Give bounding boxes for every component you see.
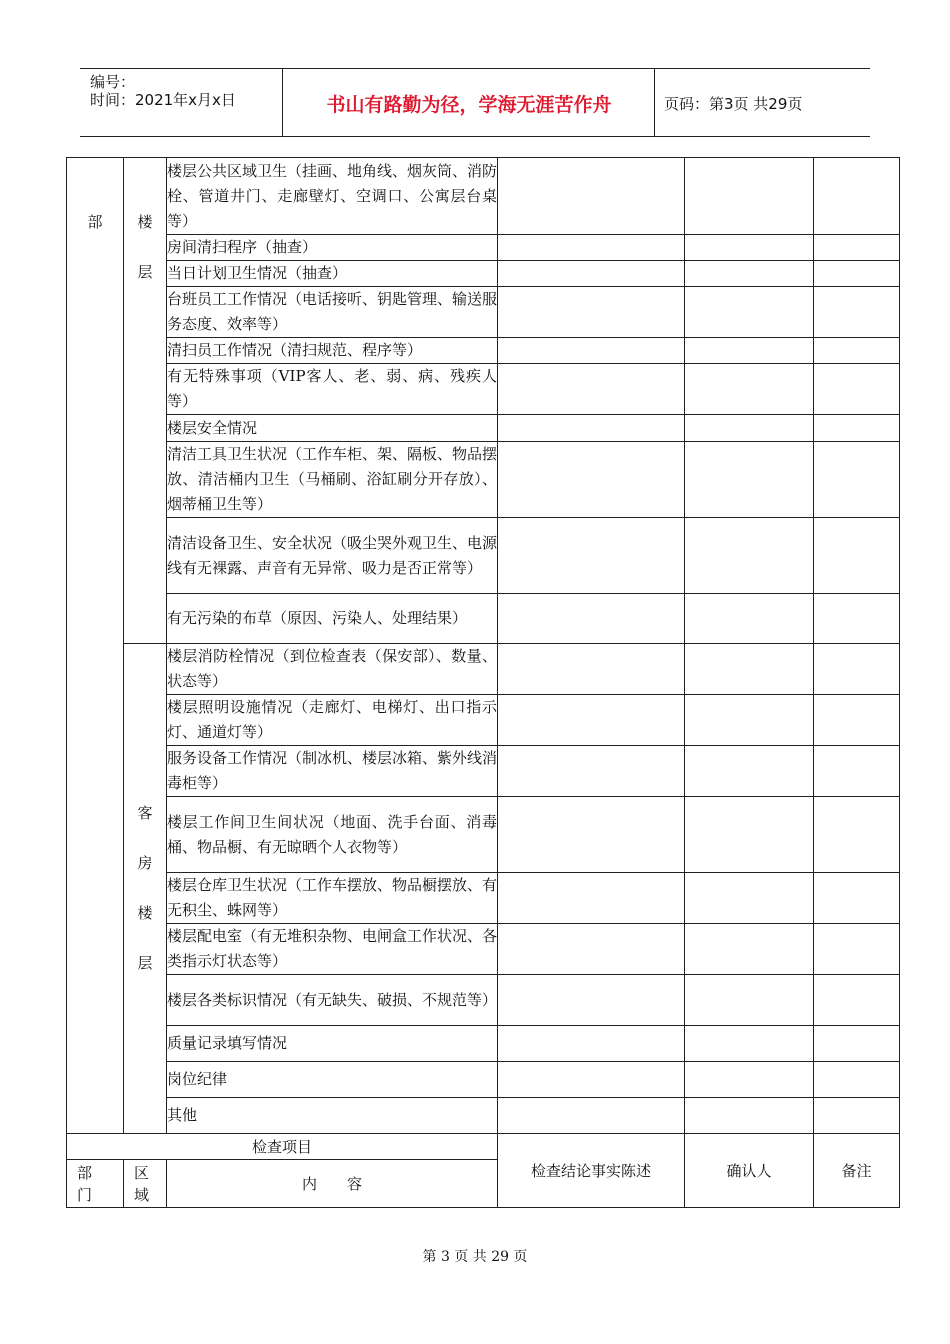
header-page-info: 页码：第3页 共29页 <box>664 95 803 113</box>
area-cell-guestroom-floor <box>124 644 167 1134</box>
dept-header: 部门 <box>67 1160 124 1208</box>
conclusion-cell <box>498 364 685 415</box>
vertical-char: 楼 <box>137 904 153 922</box>
content-cell: 有无特殊事项（VIP客人、老、弱、病、残疾人等） <box>167 364 498 415</box>
remarks-cell <box>814 442 900 518</box>
content-cell: 楼层安全情况 <box>167 415 498 442</box>
page-footer: 第 3 页 共 29 页 <box>422 1249 528 1265</box>
content-cell: 质量记录填写情况 <box>167 1026 498 1062</box>
vertical-char: 楼 <box>137 213 153 231</box>
confirmer-cell <box>685 797 814 873</box>
table-row <box>67 415 900 442</box>
table-row <box>67 975 900 1026</box>
confirmer-cell <box>685 415 814 442</box>
table-row <box>67 518 900 594</box>
doc-number-label: 编号： <box>90 73 136 91</box>
conclusion-cell <box>498 518 685 594</box>
dept-cell <box>67 158 124 1134</box>
content-cell: 楼层各类标识情况（有无缺失、破损、不规范等） <box>167 975 498 1026</box>
conclusion-cell <box>498 975 685 1026</box>
header-divider-left <box>282 68 283 136</box>
remarks-cell <box>814 797 900 873</box>
conclusion-cell <box>498 338 685 364</box>
area-cell-floor <box>124 158 167 644</box>
vertical-char: 客 <box>137 804 153 822</box>
conclusion-cell <box>498 873 685 924</box>
table-row <box>67 746 900 797</box>
content-cell: 台班员工工作情况（电话接听、钥匙管理、输送服务态度、效率等） <box>167 287 498 338</box>
remarks-cell <box>814 235 900 261</box>
remarks-cell <box>814 1098 900 1134</box>
table-row <box>67 338 900 364</box>
column-header-row <box>67 1134 900 1160</box>
confirmer-cell <box>685 338 814 364</box>
conclusion-cell <box>498 924 685 975</box>
remarks-header: 备注 <box>814 1134 900 1208</box>
confirmer-cell <box>685 364 814 415</box>
header-divider-right <box>654 68 655 136</box>
confirmer-cell <box>685 1098 814 1134</box>
doc-time-label: 时间：2021年x月x日 <box>90 91 236 109</box>
conclusion-cell <box>498 797 685 873</box>
confirmer-header: 确认人 <box>685 1134 814 1208</box>
remarks-cell <box>814 975 900 1026</box>
remarks-cell <box>814 415 900 442</box>
remarks-cell <box>814 1026 900 1062</box>
confirmer-cell <box>685 1026 814 1062</box>
conclusion-cell <box>498 695 685 746</box>
remarks-cell <box>814 873 900 924</box>
remarks-cell <box>814 364 900 415</box>
remarks-cell <box>814 338 900 364</box>
remarks-cell <box>814 594 900 644</box>
table-row <box>67 158 900 235</box>
content-cell: 楼层公共区域卫生（挂画、地角线、烟灰筒、消防栓、管道井门、走廊壁灯、空调口、公寓层台桌等） <box>167 158 498 235</box>
remarks-cell <box>814 1062 900 1098</box>
remarks-cell <box>814 158 900 235</box>
conclusion-cell <box>498 415 685 442</box>
remarks-cell <box>814 924 900 975</box>
confirmer-cell <box>685 287 814 338</box>
content-cell: 清洁工具卫生状况（工作车柜、架、隔板、物品摆放、清洁桶内卫生（马桶刷、浴缸刷分开存放）、烟蒂桶卫生等） <box>167 442 498 518</box>
vertical-char: 部 <box>87 213 103 231</box>
confirmer-cell <box>685 261 814 287</box>
table-row <box>67 797 900 873</box>
confirmer-cell <box>685 1062 814 1098</box>
inspection-table <box>66 157 900 1208</box>
confirmer-cell <box>685 235 814 261</box>
table-row <box>67 364 900 415</box>
content-cell: 其他 <box>167 1098 498 1134</box>
remarks-cell <box>814 261 900 287</box>
inspection-table-body <box>67 158 900 1208</box>
confirmer-cell <box>685 518 814 594</box>
conclusion-cell <box>498 1026 685 1062</box>
table-row <box>67 287 900 338</box>
confirmer-cell <box>685 442 814 518</box>
table-row <box>67 873 900 924</box>
header-motto: 书山有路勤为径，学海无涯苦作舟 <box>326 94 612 116</box>
content-cell: 清扫员工作情况（清扫规范、程序等） <box>167 338 498 364</box>
header-bottom-rule <box>80 136 870 137</box>
conclusion-cell <box>498 158 685 235</box>
confirmer-cell <box>685 746 814 797</box>
check-items-header: 检查项目 <box>67 1134 498 1160</box>
conclusion-cell <box>498 746 685 797</box>
remarks-cell <box>814 746 900 797</box>
conclusion-header: 检查结论事实陈述 <box>498 1134 685 1208</box>
table-row <box>67 261 900 287</box>
content-cell: 楼层消防栓情况（到位检查表（保安部）、数量、状态等） <box>167 644 498 695</box>
conclusion-cell <box>498 1098 685 1134</box>
confirmer-cell <box>685 158 814 235</box>
content-header: 内 容 <box>167 1160 498 1208</box>
conclusion-cell <box>498 261 685 287</box>
table-row <box>67 1098 900 1134</box>
table-row <box>67 235 900 261</box>
content-cell: 当日计划卫生情况（抽查） <box>167 261 498 287</box>
remarks-cell <box>814 287 900 338</box>
conclusion-cell <box>498 442 685 518</box>
confirmer-cell <box>685 975 814 1026</box>
conclusion-cell <box>498 594 685 644</box>
header-top-rule <box>80 68 870 69</box>
content-cell: 楼层工作间卫生间状况（地面、洗手台面、消毒桶、物品橱、有无晾晒个人衣物等） <box>167 797 498 873</box>
table-row <box>67 442 900 518</box>
content-cell: 楼层照明设施情况（走廊灯、电梯灯、出口指示灯、通道灯等） <box>167 695 498 746</box>
table-row <box>67 1062 900 1098</box>
remarks-cell <box>814 518 900 594</box>
vertical-char: 层 <box>137 954 153 972</box>
conclusion-cell <box>498 287 685 338</box>
content-cell: 岗位纪律 <box>167 1062 498 1098</box>
table-row <box>67 644 900 695</box>
confirmer-cell <box>685 873 814 924</box>
table-row <box>67 1026 900 1062</box>
area-header: 区域 <box>124 1160 167 1208</box>
content-cell: 清洁设备卫生、安全状况（吸尘哭外观卫生、电源线有无裸露、声音有无异常、吸力是否正常等） <box>167 518 498 594</box>
content-cell: 有无污染的布草（原因、污染人、处理结果） <box>167 594 498 644</box>
content-cell: 房间清扫程序（抽查） <box>167 235 498 261</box>
content-cell: 服务设备工作情况（制冰机、楼层冰箱、紫外线消毒柜等） <box>167 746 498 797</box>
conclusion-cell <box>498 1062 685 1098</box>
confirmer-cell <box>685 695 814 746</box>
remarks-cell <box>814 644 900 695</box>
confirmer-cell <box>685 924 814 975</box>
table-row <box>67 594 900 644</box>
table-row <box>67 924 900 975</box>
confirmer-cell <box>685 594 814 644</box>
table-row <box>67 695 900 746</box>
content-cell: 楼层配电室（有无堆积杂物、电闸盒工作状况、各类指示灯状态等） <box>167 924 498 975</box>
conclusion-cell <box>498 235 685 261</box>
confirmer-cell <box>685 644 814 695</box>
remarks-cell <box>814 695 900 746</box>
conclusion-cell <box>498 644 685 695</box>
vertical-char: 房 <box>137 854 153 872</box>
vertical-char: 层 <box>137 263 153 281</box>
content-cell: 楼层仓库卫生状况（工作车摆放、物品橱摆放、有无积尘、蛛网等） <box>167 873 498 924</box>
